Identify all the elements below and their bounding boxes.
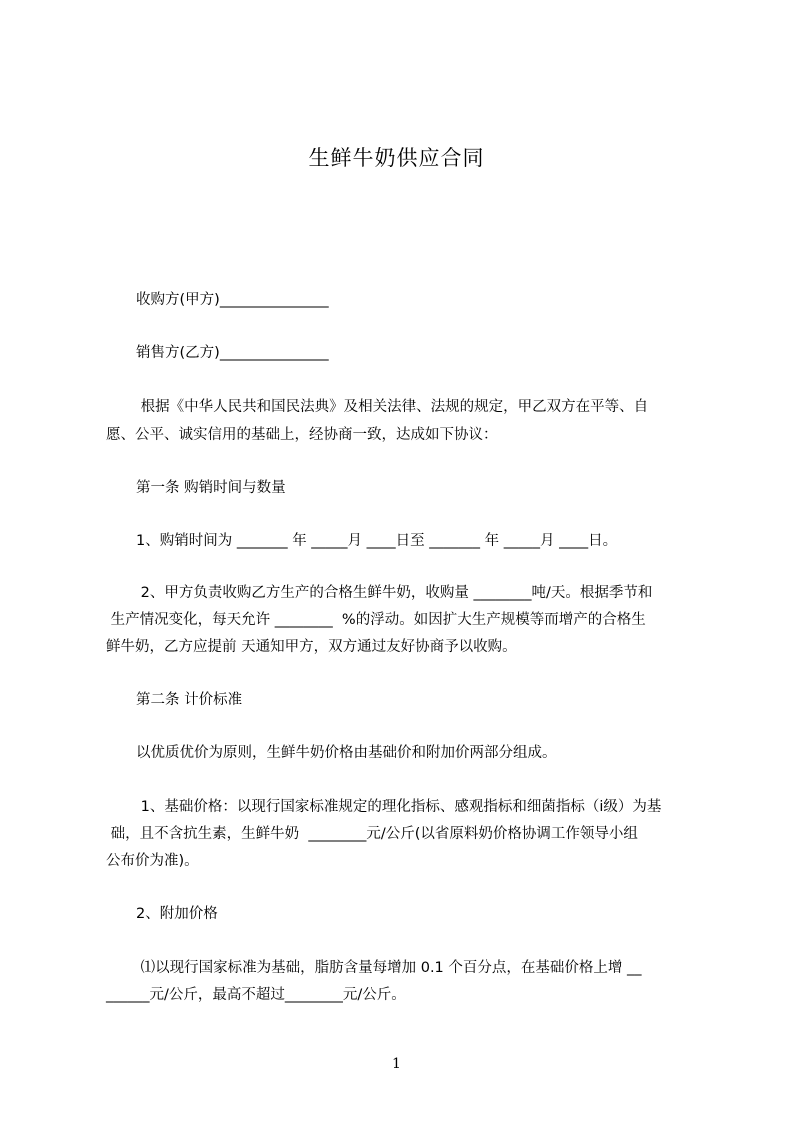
text-line: 1、基础价格：以现行国家标准规定的理化指标、感观指标和细菌指标（ⅰ级）为基: [136, 799, 662, 815]
text-line: 1、购销时间为 _______ 年 _____月 ____日至 _______ 年 _____月 ____日。: [136, 533, 618, 549]
text-line: ⑴以现行国家标准为基础，脂肪含量每增加 0.1 个百分点，在基础价格上增 __: [136, 960, 642, 976]
text-line: 收购方(甲方)_______________: [136, 292, 329, 308]
text-line: 以优质优价为原则，生鲜牛奶价格由基础价和附加价两部分组成。: [136, 745, 557, 761]
page-number: 1: [392, 1056, 401, 1072]
text-line: 鲜牛奶，乙方应提前 天通知甲方，双方通过友好协商予以收购。: [106, 639, 517, 655]
text-line: 第一条 购销时间与数量: [136, 480, 286, 496]
text-line: 公布价为准)。: [106, 853, 199, 869]
text-line: 2、附加价格: [136, 906, 218, 922]
document-title: 生鲜牛奶供应合同: [308, 146, 485, 170]
text-line: 第二条 计价标准: [136, 692, 243, 708]
text-line: 础，且不含抗生素，生鲜牛奶 ________元/公斤(以省原料奶价格协调工作领导小组: [106, 826, 638, 842]
text-line: 愿、公平、诚实信用的基础上，经协商一致，达成如下协议：: [106, 427, 498, 443]
text-line: 生产情况变化，每天允许 ________ %的浮动。如因扩大生产规模等而增产的合格生: [106, 612, 646, 628]
text-line: 2、甲方负责收购乙方生产的合格生鲜牛奶，收购量 ________吨/天。根据季节和: [136, 585, 653, 601]
text-line: 根据《中华人民共和国民法典》及相关法律、法规的规定，甲乙双方在平等、自: [136, 399, 649, 415]
text-line: 销售方(乙方)_______________: [136, 345, 329, 361]
text-line: ______元/公斤，最高不超过________元/公斤。: [106, 987, 406, 1003]
